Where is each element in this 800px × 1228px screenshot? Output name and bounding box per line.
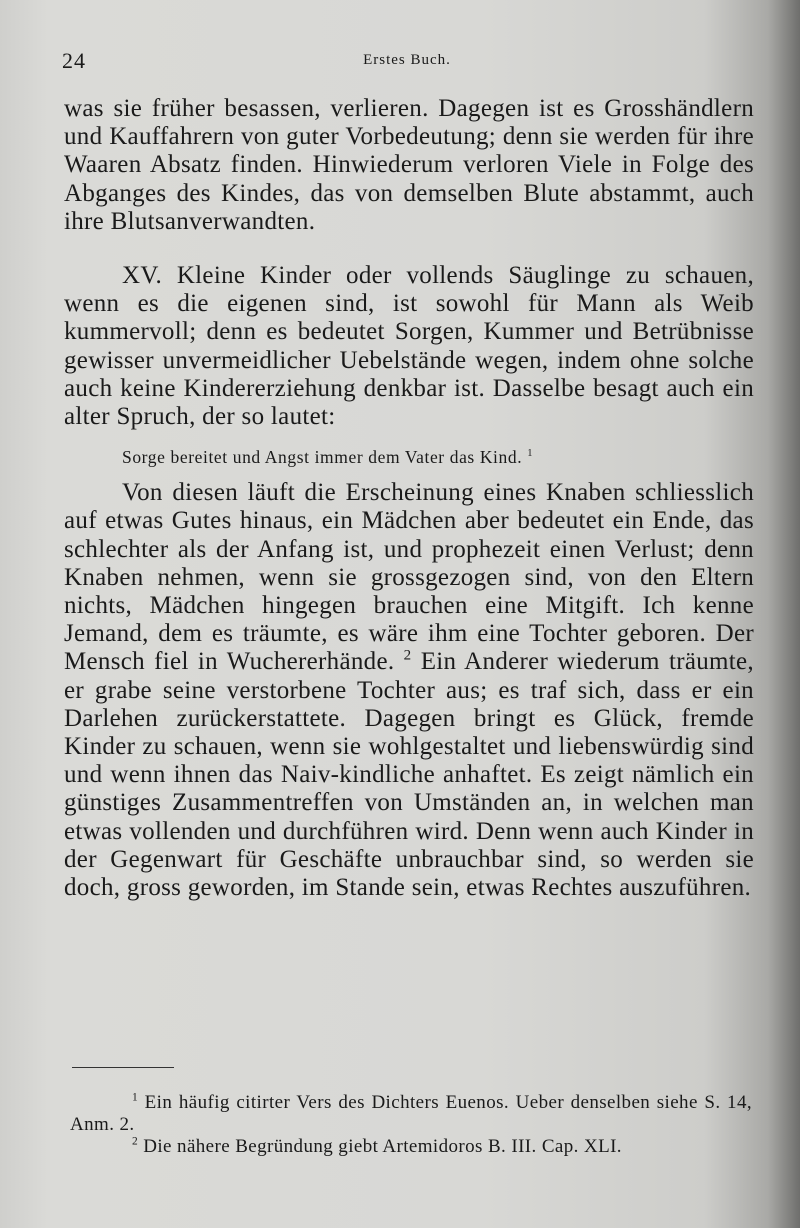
main-text xyxy=(64,95,754,902)
verse-text: Sorge bereitet und Angst immer dem Vater das Kind. xyxy=(122,447,523,468)
footnote-2 xyxy=(70,1136,752,1158)
verse-quote xyxy=(122,445,754,469)
running-title: Erstes Buch. xyxy=(363,52,451,68)
footnote-2-text: Die nähere Begründung giebt Artemidoros B. III. Cap. XLI. xyxy=(138,1136,622,1157)
footnote-1-text: Ein häufig citirter Vers des Dichters Euenos. Ueber denselben siehe S. 14, Anm. 2. xyxy=(70,1092,752,1135)
paragraph-1: was sie früher besassen, verlieren. Dagegen ist es Grosshändlern und Kauffahrern von guter Vorbedeutung; denn sie werden für ihre Waaren Absatz finden. Hinwiederum verloren Viele in Folge des Abganges des Kindes, das von demselben Blute abstammt, auch ihre Blutsanverwandten. xyxy=(64,95,754,235)
paragraph-2: XV. Kleine Kinder oder vollends Säuglinge zu schauen, wenn es die eigenen sind, ist sowohl für Mann als Weib kummervoll; denn es bedeutet Sorgen, Kummer und Betrübnisse gewisser unvermeidlicher Uebelstände wegen, indem ohne solche auch keine Kindererziehung denkbar ist. Dasselbe besagt auch ein alter Spruch, der so lautet: xyxy=(64,262,754,431)
paragraph-3-part-1: Von diesen läuft die Erscheinung eines Knaben schliesslich auf etwas Gutes hinaus, ein Mädchen aber bedeutet ein Ende, das schlechter als der Anfang ist, und prophezeit einen Verlust; denn Knaben nehmen, wenn sie grossgezogen sind, von den Eltern nichts, Mädchen hingegen brauchen eine Mitgift. Ich kenne Jemand, dem es träumte, es wäre ihm eine Tochter geboren. Der Mensch fiel in Wuchererhände. xyxy=(64,479,754,676)
page-header xyxy=(62,48,752,78)
page-number: 24 xyxy=(62,48,86,73)
footnote-marker-2: 2 xyxy=(132,1135,139,1148)
footnote-ref-2: 2 xyxy=(403,648,412,665)
footnote-ref-1: 1 xyxy=(527,448,534,460)
paragraph-3-part-2: Ein Anderer wiederum träumte, er grabe seine verstorbene Tochter aus; es traf sich, dass er ein Darlehen zurückerstattete. Dagegen bringt es Glück, fremde Kinder zu schauen, wenn sie wohlgestaltet und liebenswürdig sind und wenn ihnen das Naiv-kindliche anhaftet. Es zeigt nämlich ein günstiges Zusammentreffen von Umständen an, in welchen man etwas vollenden und durchführen wird. Denn wenn auch Kinder in der Gegenwart für Geschäfte unbrauchbar sind, so werden sie doch, gross geworden, im Stande sein, etwas Rechtes auszuführen. xyxy=(64,648,754,902)
footnotes xyxy=(70,1092,752,1158)
footnote-1 xyxy=(70,1092,752,1136)
footnote-divider xyxy=(72,1067,174,1068)
footnote-marker-1: 1 xyxy=(132,1091,139,1104)
paragraph-3 xyxy=(64,479,754,902)
